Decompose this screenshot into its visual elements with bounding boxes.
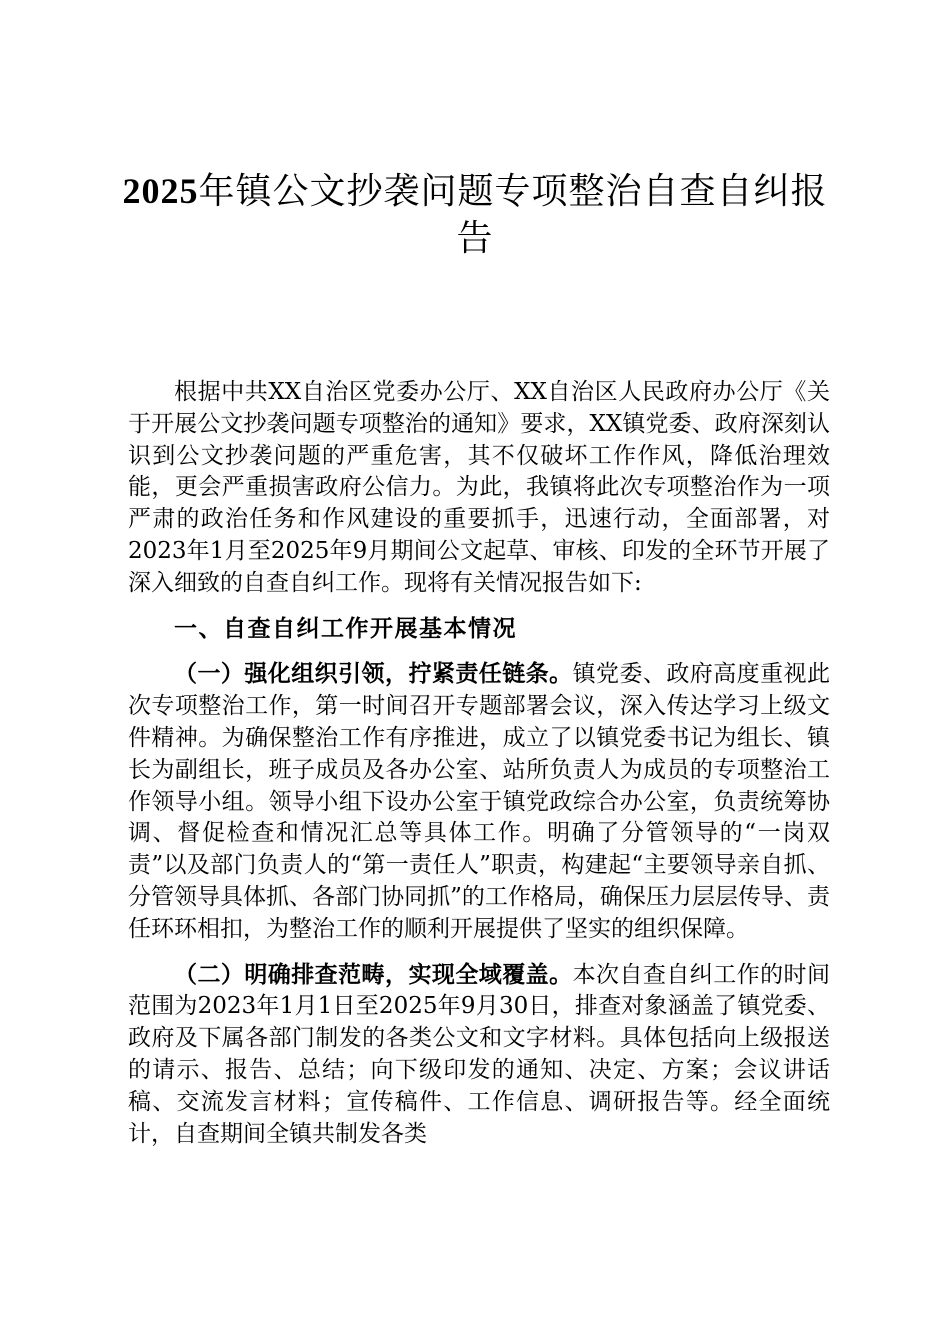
title-year: 2025 — [122, 171, 199, 211]
title-text: 年镇公文抄袭问题专项整治自查自纠报告 — [198, 171, 828, 259]
intro-paragraph: 根据中共XX自治区党委办公厅、XX自治区人民政府办公厅《关于开展公文抄袭问题专项整治的通知》要求，XX镇党委、政府深刻认识到公文抄袭问题的严重危害，其不仅破坏工作作风，降低治理效能，更会严重损害政府公信力。为此，我镇将此次专项整治作为一项严肃的政治任务和作风建设的重要抓手，迅速行动，全面部署，对2023年1月至2025年9月期间公文起草、审核、印发的全环节开展了深入细致的自查自纠工作。现将有关情况报告如下: — [128, 379, 830, 596]
document-body — [128, 377, 830, 1150]
paragraph-text: 镇党委、政府高度重视此次专项整治工作，第一时间召开专题部署会议，深入传达学习上级文件精神。为确保整治工作有序推进，成立了以镇党委书记为组长、镇长为副组长，班子成员及各办公室、站所负责人为成员的专项整治工作领导小组。领导小组下设办公室于镇党政综合办公室，负责统筹协调、督促检查和情况汇总等具体工作。明确了分管领导的“一岗双责”以及部门负责人的“第一责任人”职责，构建起“主要领导亲自抓、分管领导具体抓、各部门协同抓”的工作格局，确保压力层层传导、责任环环相扣，为整治工作的顺利开展提供了坚实的组织保障。 — [128, 661, 831, 942]
document-title — [120, 168, 830, 262]
paragraph-text: 本次自查自纠工作的时间范围为2023年1月1日至2025年9月30日，排查对象涵盖了镇党委、政府及下属各部门制发的各类公文和文字材料。具体包括向上级报送的请示、报告、总结；向下级印发的通知、决定、方案；会议讲话稿、交流发言材料；宣传稿件、工作信息、调研报告等。经全面统计，自查期间全镇共制发各类 — [128, 961, 831, 1147]
paragraph-lead: （二）明确排查范畴，实现全域覆盖。 — [174, 961, 573, 988]
paragraph-lead: （一）强化组织引领，拧紧责任链条。 — [174, 661, 573, 688]
section-heading: 一、自查自纠工作开展基本情况 — [174, 615, 517, 642]
paragraph-organization — [128, 659, 830, 945]
paragraph-scope — [128, 960, 830, 1151]
